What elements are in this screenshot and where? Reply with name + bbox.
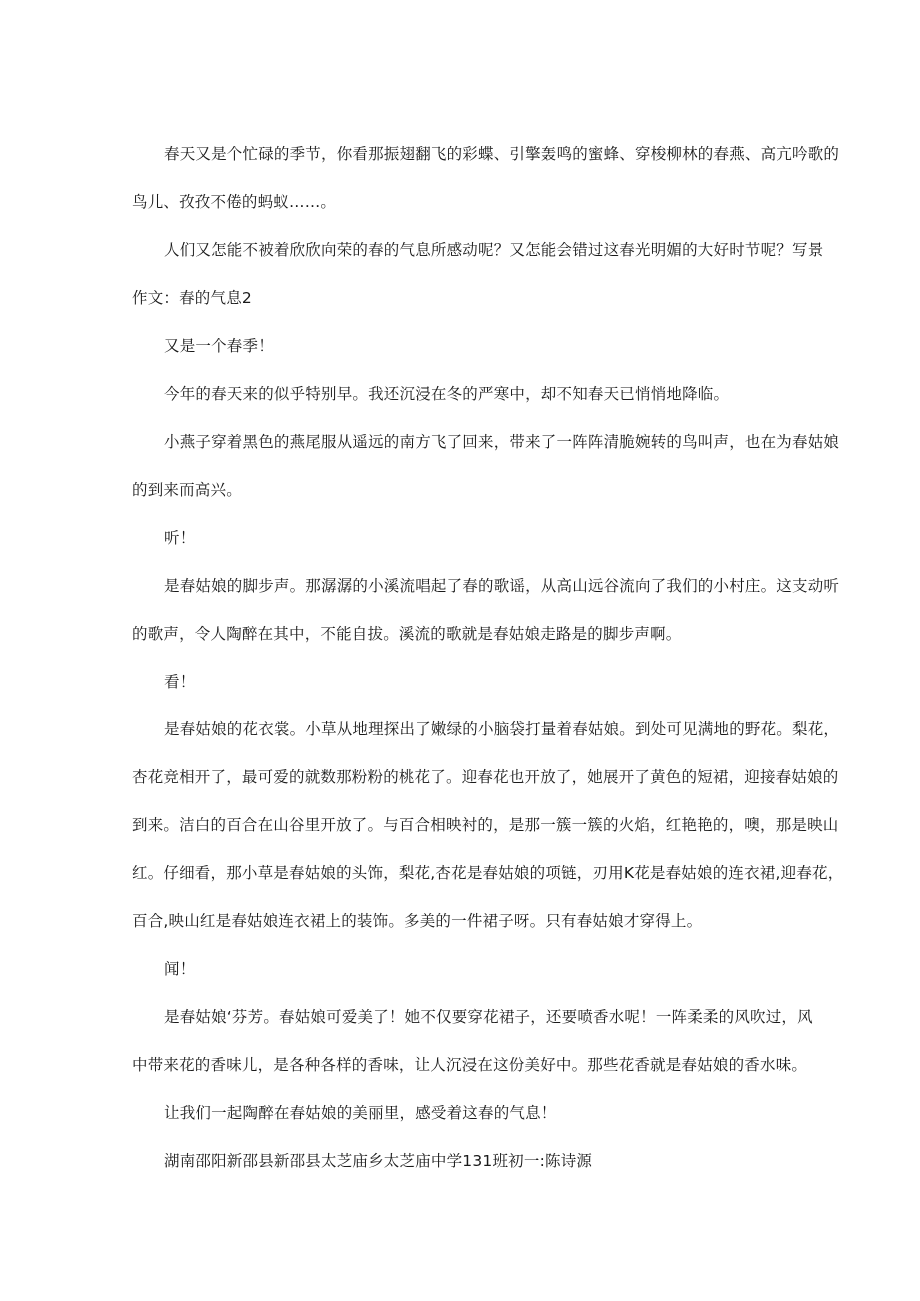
text-line: 杏花竞相开了，最可爱的就数那粉粉的桃花了。迎春花也开放了，她展开了黄色的短裙，迎接春姑娘的 [132, 768, 839, 786]
text-line: 人们又怎能不被着欣欣向荣的春的气息所感动呢？又怎能会错过这春光明媚的大好时节呢？写景 [164, 241, 824, 259]
text-line: 听！ [164, 529, 196, 547]
text-line: 闻！ [164, 960, 196, 978]
text-line: 小燕子穿着黑色的燕尾服从遥远的南方飞了回来，带来了一阵阵清脆婉转的鸟叫声，也在为春姑娘 [164, 433, 840, 451]
text-line: 让我们一起陶醉在春姑娘的美丽里，感受着这春的气息！ [164, 1104, 557, 1122]
text-line: 到来。洁白的百合在山谷里开放了。与百合相映衬的，是那一簇一簇的火焰，红艳艳的，噢，那是映山 [132, 816, 839, 834]
text-line: 中带来花的香味儿，是各种各样的香味，让人沉浸在这份美好中。那些花香就是春姑娘的香水味。 [132, 1056, 808, 1074]
text-line: 鸟儿、孜孜不倦的蚂蚁……。 [132, 193, 337, 211]
text-line: 作文：春的气息2 [132, 289, 252, 307]
text-line: 红。仔细看，那小草是春姑娘的头饰，梨花,杏花是春姑娘的项链，刃用K花是春姑娘的连衣裙,迎春花， [132, 864, 844, 882]
text-line: 看！ [164, 673, 196, 691]
author-line: 湖南邵阳新邵县新邵县太芝庙乡太芝庙中学131班初一:陈诗源 [164, 1152, 593, 1170]
text-line: 百合,映山红是春姑娘连衣裙上的装饰。多美的一件裙子呀。只有春姑娘才穿得上。 [132, 912, 703, 930]
text-line: 是春姑娘的花衣裳。小草从地理探出了嫩绿的小脑袋打量着春姑娘。到处可见满地的野花。梨花， [164, 720, 840, 738]
text-line: 今年的春天来的似乎特别早。我还沉浸在冬的严寒中，却不知春天已悄悄地降临。 [164, 385, 730, 403]
text-line: 又是一个春季！ [164, 337, 274, 355]
text-line: 的歌声，令人陶醉在其中，不能自拔。溪流的歌就是春姑娘走路是的脚步声啊。 [132, 625, 682, 643]
text-line: 的到来而高兴。 [132, 481, 242, 499]
text-line: 是春姑娘‘芬芳。春姑娘可爱美了！她不仅要穿花裙子，还要喷香水呢！一阵柔柔的风吹过，风 [164, 1008, 813, 1026]
text-line: 是春姑娘的脚步声。那潺潺的小溪流唱起了春的歌谣，从高山远谷流向了我们的小村庄。这支动听 [164, 577, 840, 595]
text-line: 春天又是个忙碌的季节，你看那振翅翻飞的彩蝶、引擎轰鸣的蜜蜂、穿梭柳林的春燕、高亢吟歌的 [164, 145, 840, 163]
